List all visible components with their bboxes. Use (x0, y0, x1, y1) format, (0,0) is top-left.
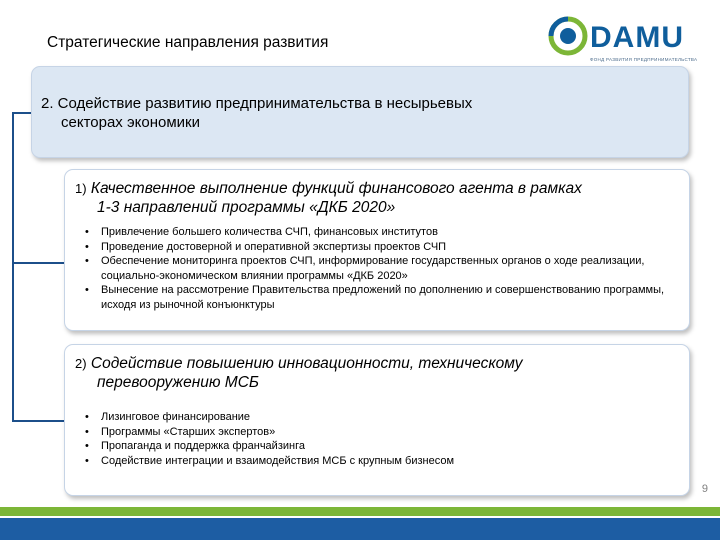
section2-title-line1: Содействие повышению инновационности, техническому (90, 355, 523, 372)
section2-title-line2: перевооружению МСБ (97, 374, 260, 391)
tree-connector-vertical (12, 112, 14, 421)
section2-bullet-list (75, 410, 685, 468)
list-item: • Проведение достоверной и оперативной экспертизы проектов СЧП (75, 240, 685, 255)
footer-green-bar (0, 507, 720, 516)
list-item: • Пропаганда и поддержка франчайзинга (75, 439, 685, 454)
section1-box (64, 169, 690, 331)
main-heading-line1: 2. Содействие развитию предпринимательства в несырьевых (41, 95, 473, 112)
logo-subtitle: ФОНД РАЗВИТИЯ ПРЕДПРИНИМАТЕЛЬСТВА (590, 57, 698, 62)
section1-title-line1: Качественное выполнение функций финансового агента в рамках (90, 180, 582, 197)
slide-title: Стратегические направления развития (47, 34, 329, 51)
list-item: • Лизинговое финансирование (75, 410, 685, 425)
main-heading-line2: секторах экономики (61, 114, 200, 131)
list-item: • Вынесение на рассмотрение Правительства предложений по дополнению и совершенствованию программы, исходя из рыночной конъюнктуры (75, 283, 685, 312)
section1-number: 1) (75, 181, 87, 196)
tree-connector-main (12, 112, 32, 114)
logo-wordmark: DAMU (590, 21, 684, 54)
list-item: • Обеспечение мониторинга проектов СЧП, информирование государственных органов о ходе реализации, социально-экономическом влиянии программы «ДКБ 2020» (75, 254, 685, 283)
section2-box (64, 344, 690, 496)
main-direction-box (31, 66, 689, 158)
damu-logo-icon (548, 16, 588, 56)
tree-connector-section1 (12, 262, 65, 264)
list-item: • Содействие интеграции и взаимодействия МСБ с крупным бизнесом (75, 454, 685, 469)
section1-title (75, 179, 675, 217)
page-number: 9 (701, 483, 708, 495)
section2-number: 2) (75, 356, 87, 371)
tree-connector-section2 (12, 420, 65, 422)
section1-title-line2: 1-3 направлений программы «ДКБ 2020» (97, 199, 396, 216)
list-item: • Программы «Старших экспертов» (75, 425, 685, 440)
footer-blue-bar (0, 518, 720, 540)
section1-bullet-list (75, 225, 685, 312)
main-direction-heading (41, 94, 641, 132)
section2-title (75, 354, 675, 392)
list-item: • Привлечение большего количества СЧП, финансовых институтов (75, 225, 685, 240)
